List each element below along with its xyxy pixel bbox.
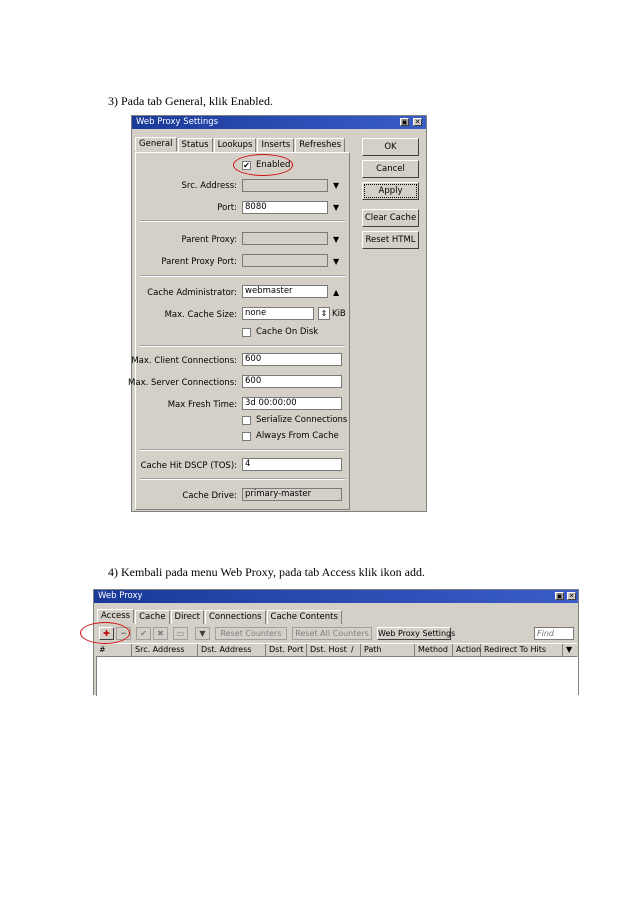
max-server-connections-field[interactable]: 600 [242, 375, 342, 388]
max-cache-size-field[interactable]: none [242, 307, 314, 320]
cache-drive-field: primary-master [242, 488, 342, 501]
cache-hit-dscp-field[interactable]: 4 [242, 458, 342, 471]
enabled-highlight-circle [233, 154, 293, 176]
ok-button[interactable]: OK [362, 138, 419, 156]
settings-titlebar [132, 116, 426, 129]
add-icon-highlight-circle [80, 622, 130, 644]
port-field[interactable]: 8080 [242, 201, 328, 214]
separator [140, 220, 345, 222]
maximize-icon[interactable]: ▣ [556, 592, 563, 600]
close-icon[interactable]: ✕ [568, 592, 575, 600]
column-path[interactable]: Path [361, 644, 415, 656]
cache-administrator-collapse-icon[interactable]: ▲ [333, 288, 340, 297]
column-dst-port[interactable]: Dst. Port [266, 644, 307, 656]
proxy-titlebar [94, 590, 578, 603]
tab-refreshes[interactable]: Refreshes [295, 138, 345, 152]
find-input[interactable] [534, 627, 574, 640]
sort-icon: / [351, 645, 354, 654]
src-address-dropdown-icon[interactable]: ▼ [333, 181, 340, 190]
cache-hit-dscp-label: Cache Hit DSCP (TOS): [140, 461, 237, 471]
enabled-checkbox[interactable]: ✔ [243, 161, 250, 170]
web-proxy-settings-button[interactable]: Web Proxy Settings [378, 629, 456, 638]
maximize-icon[interactable]: ▣ [401, 118, 408, 126]
port-label: Port: [217, 203, 237, 213]
cancel-button[interactable]: Cancel [362, 160, 419, 178]
cache-drive-label: Cache Drive: [182, 491, 237, 501]
cache-on-disk-label: Cache On Disk [256, 327, 319, 337]
column-method[interactable]: Method [415, 644, 453, 656]
web-proxy-window [93, 589, 579, 695]
general-panel [128, 152, 350, 510]
web-proxy-settings-window [128, 115, 427, 512]
parent-proxy-field[interactable] [242, 232, 328, 245]
cache-administrator-field[interactable]: webmaster [242, 285, 328, 298]
serialize-connections-checkbox[interactable] [242, 416, 251, 425]
reset-html-button[interactable]: Reset HTML [362, 231, 419, 249]
max-fresh-time-label: Max Fresh Time: [167, 400, 237, 410]
max-cache-size-unit: KiB [332, 309, 346, 319]
src-address-label: Src. Address: [181, 181, 237, 191]
settings-window-title: Web Proxy Settings [136, 117, 219, 127]
max-fresh-time-field[interactable]: 3d 00:00:00 [242, 397, 342, 410]
max-client-connections-label: Max. Client Connections: [131, 356, 237, 366]
max-cache-size-spinner-icon[interactable]: ⇕ [318, 307, 330, 320]
parent-proxy-port-field[interactable] [242, 254, 328, 267]
tab-cache-contents[interactable]: Cache Contents [267, 610, 342, 624]
separator [140, 275, 345, 277]
disable-icon[interactable]: ✖ [153, 627, 168, 640]
column-number[interactable]: # [96, 644, 132, 656]
settings-tabs [135, 138, 346, 152]
max-client-connections-field[interactable]: 600 [242, 353, 342, 366]
tab-cache[interactable]: Cache [135, 610, 169, 624]
parent-proxy-port-dropdown-icon[interactable]: ▼ [333, 257, 340, 266]
parent-proxy-dropdown-icon[interactable]: ▼ [333, 235, 340, 244]
clear-cache-button[interactable]: Clear Cache [362, 209, 419, 227]
tab-access[interactable]: Access [97, 609, 134, 623]
reset-counters-button[interactable]: Reset Counters [215, 627, 287, 640]
column-dst-address[interactable]: Dst. Address [198, 644, 266, 656]
column-dst-host[interactable]: Dst. Host [307, 644, 361, 656]
tab-inserts[interactable]: Inserts [257, 138, 294, 152]
tab-general[interactable]: General [135, 137, 177, 151]
remove-icon[interactable]: ━ [116, 627, 131, 640]
max-cache-size-label: Max. Cache Size: [164, 310, 237, 320]
column-src-address[interactable]: Src. Address [132, 644, 198, 656]
src-address-field[interactable] [242, 179, 328, 192]
enabled-label: Enabled [256, 160, 291, 170]
columns-dropdown-icon[interactable]: ▼ [566, 645, 573, 654]
always-from-cache-label: Always From Cache [256, 431, 339, 441]
access-rules-list[interactable] [96, 657, 578, 696]
instruction-step-4: 4) Kembali pada menu Web Proxy, pada tab Access klik ikon add. [108, 565, 425, 579]
parent-proxy-port-label: Parent Proxy Port: [161, 257, 237, 267]
reset-all-counters-button[interactable]: Reset All Counters [292, 627, 372, 640]
always-from-cache-checkbox[interactable] [242, 432, 251, 441]
close-icon[interactable]: ✕ [414, 118, 421, 126]
add-icon[interactable]: ✚ [99, 627, 114, 640]
max-server-connections-label: Max. Server Connections: [128, 378, 237, 388]
serialize-connections-label: Serialize Connections [256, 415, 348, 425]
tab-connections[interactable]: Connections [205, 610, 266, 624]
separator [140, 449, 345, 451]
instruction-step-3: 3) Pada tab General, klik Enabled. [108, 94, 273, 108]
separator [140, 345, 345, 347]
tab-lookups[interactable]: Lookups [214, 138, 257, 152]
table-header [96, 643, 577, 657]
port-spinner-icon[interactable]: ▼ [333, 203, 340, 212]
column-redirect-to-hits[interactable]: Redirect To Hits [481, 644, 563, 656]
column-action[interactable]: Action [453, 644, 481, 656]
proxy-window-title: Web Proxy [98, 591, 143, 601]
comment-icon[interactable]: ▭ [173, 627, 188, 640]
cache-administrator-label: Cache Administrator: [147, 288, 237, 298]
parent-proxy-label: Parent Proxy: [181, 235, 237, 245]
apply-button[interactable]: Apply [362, 182, 419, 200]
proxy-tabs [97, 610, 343, 624]
separator [140, 478, 345, 480]
filter-icon[interactable]: ▼ [195, 627, 210, 640]
tab-status[interactable]: Status [178, 138, 213, 152]
tab-direct[interactable]: Direct [171, 610, 204, 624]
enable-icon[interactable]: ✔ [136, 627, 151, 640]
cache-on-disk-checkbox[interactable] [242, 328, 251, 337]
